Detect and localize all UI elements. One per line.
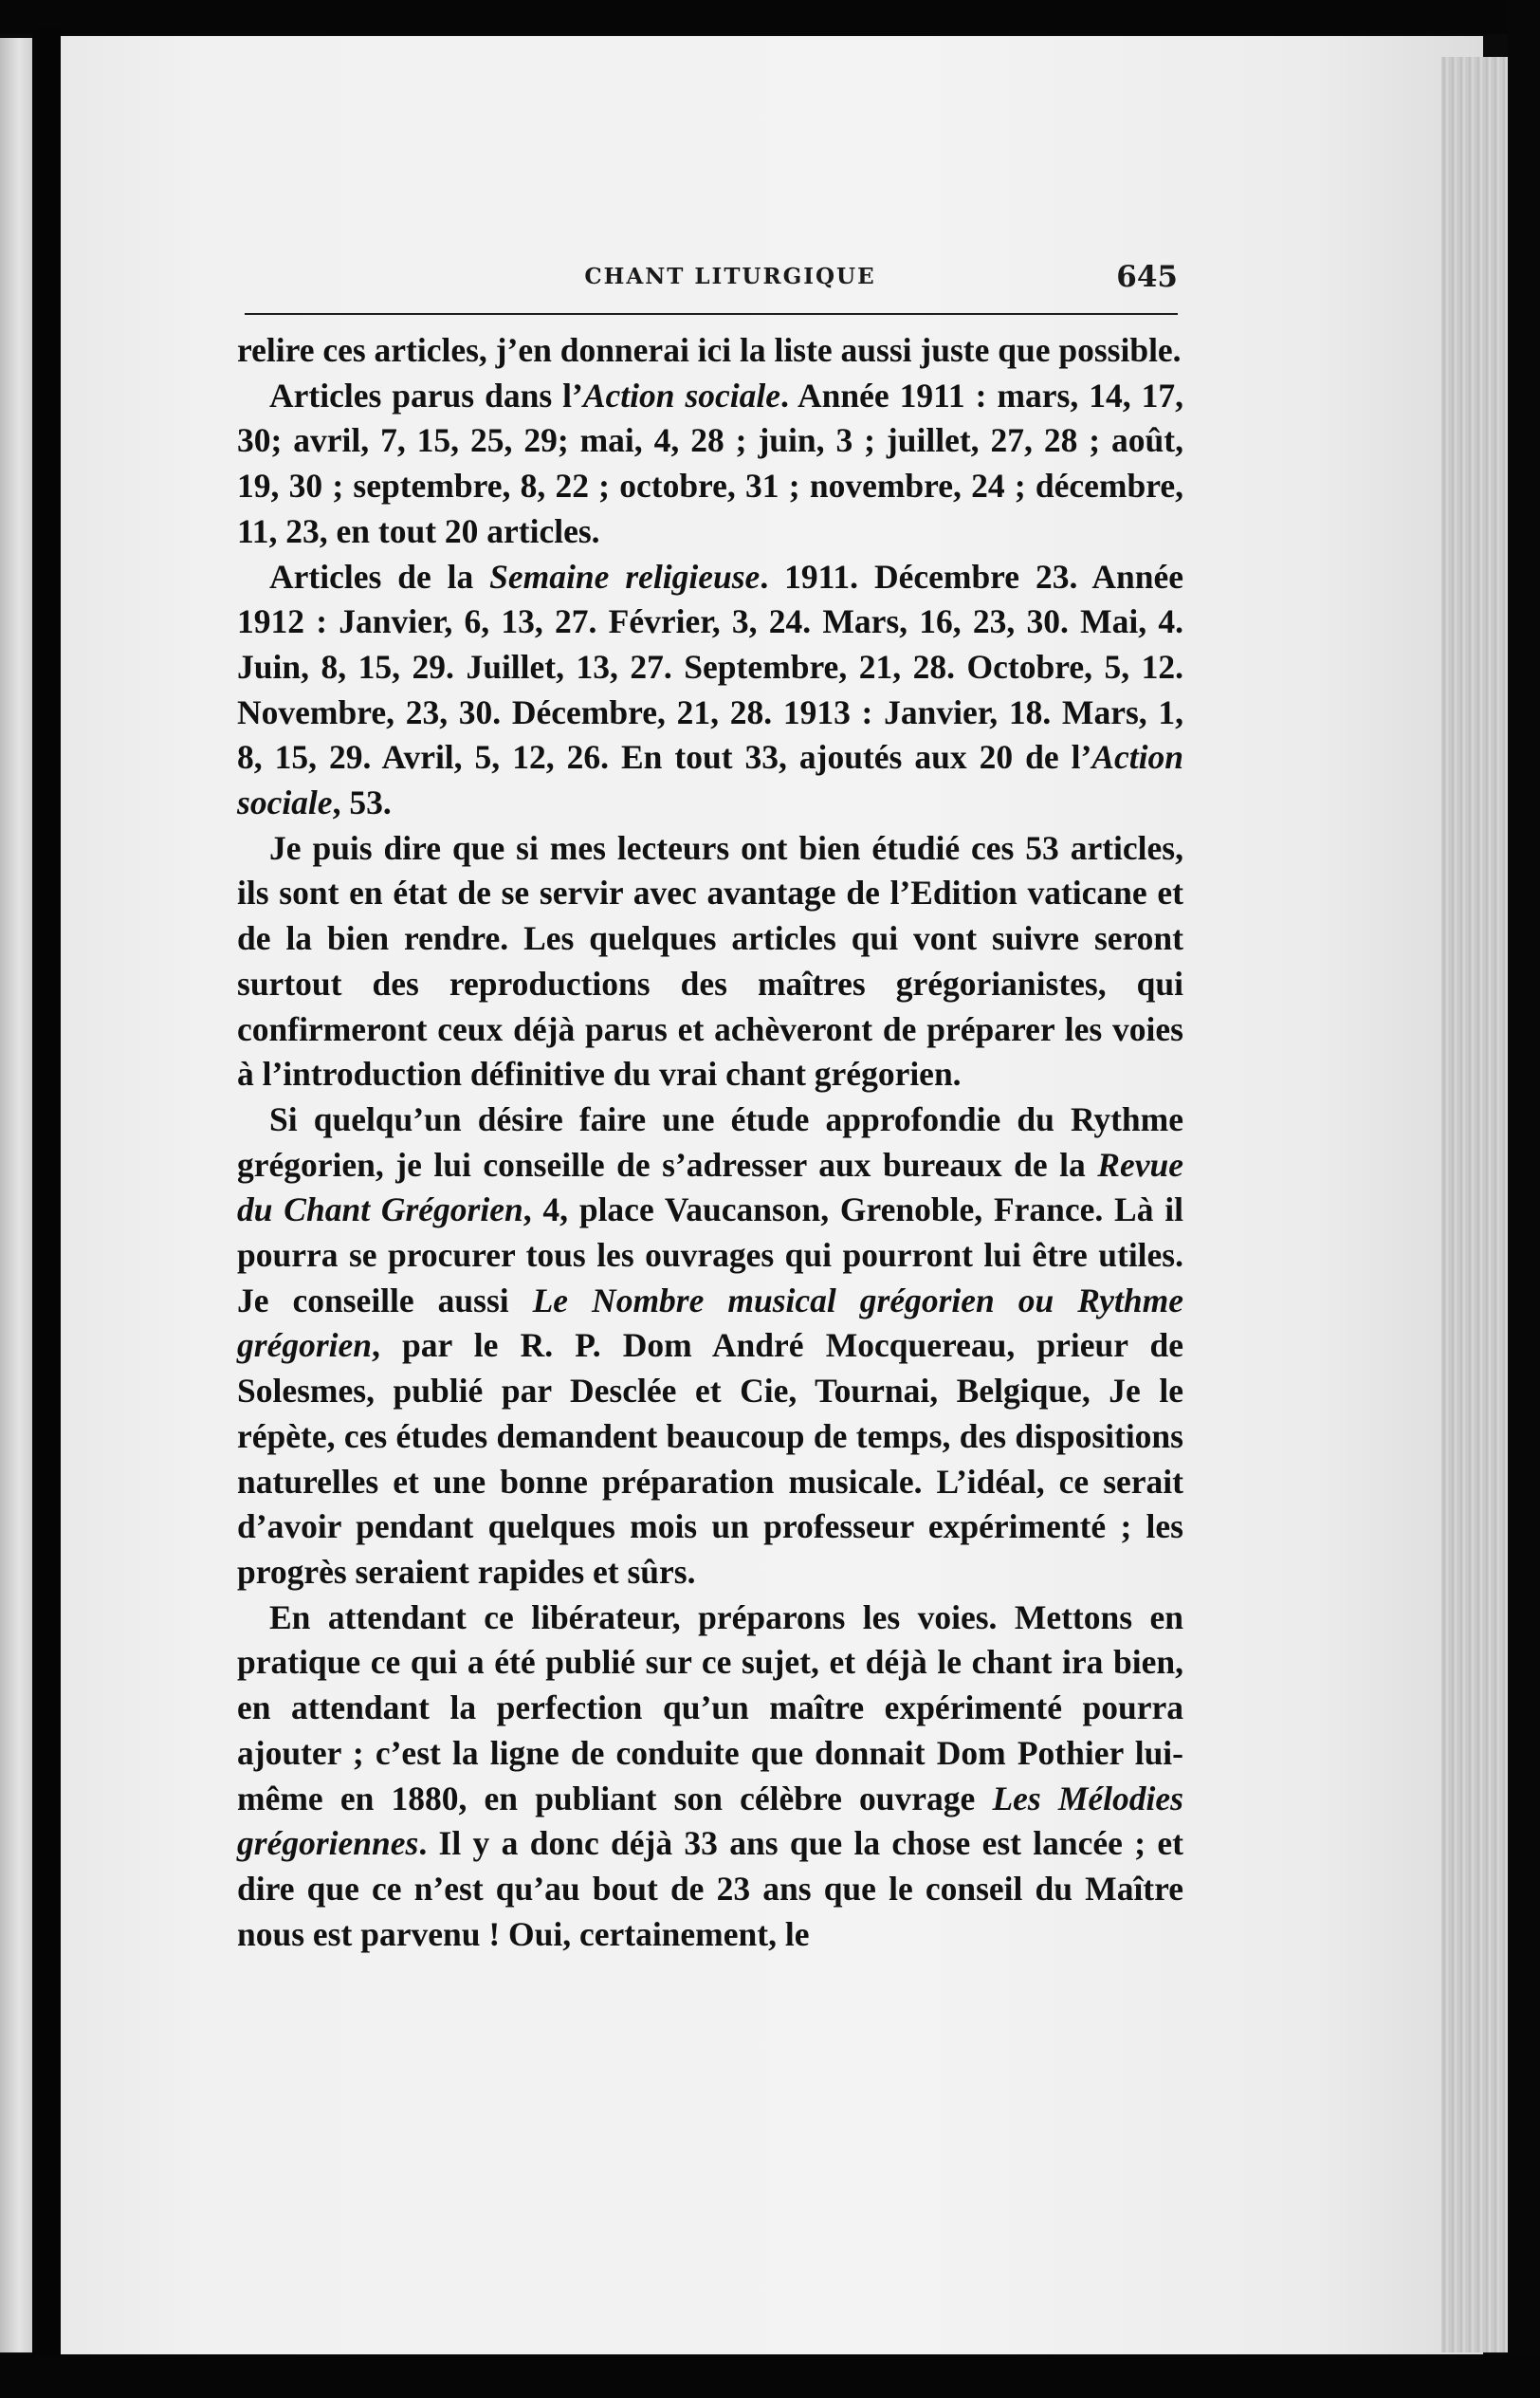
book-gutter bbox=[32, 28, 61, 2371]
body-text bbox=[237, 328, 1183, 1957]
running-head: CHANT LITURGIQUE bbox=[584, 264, 876, 289]
paragraph bbox=[237, 1098, 1183, 1596]
italic-title: Revue du Chant Grégorien bbox=[237, 1145, 1183, 1229]
text-segment: Si quelqu’un désire faire une étude approfondie du Rythme grégorien, je lui conseille de s’adresser aux bureaux de la bbox=[237, 1099, 1183, 1184]
text-segment: Articles de la bbox=[269, 557, 490, 596]
italic-title: Semaine religieuse bbox=[489, 557, 761, 596]
page-number: 645 bbox=[1116, 260, 1178, 294]
text-segment: , par le R. P. Dom André Mocquereau, prieur de Solesmes, publié par Desclée et Cie, Tournai, Belgique, Je le répète, ces études demandent beaucoup de temps, des dispositions naturelles et une bonne préparation musicale. L’idéal, ce serait d’avoir pendant quelques mois un professeur expérimenté ; les progrès seraient rapides et sûrs. bbox=[237, 1326, 1183, 1591]
page-header bbox=[245, 260, 1178, 305]
paragraph bbox=[237, 328, 1183, 374]
text-segment: . 1911. Décembre 23. Année 1912 : Janvier, 6, 13, 27. Février, 3, 24. Mars, 16, 23, 30. Mai, 4. Juin, 8, 15, 29. Juillet, 13, 27. Septembre, 21, 28. Octobre, 5, 12. Novembre, 23, 30. Décembre, 21, 28. 1913 : Janvier, 18. Mars, 1, 8, 15, 29. Avril, 5, 12, 26. En tout 33, ajoutés aux 20 de l’ bbox=[237, 557, 1183, 777]
paragraph bbox=[237, 1596, 1183, 1958]
text-segment: , 4, place Vaucanson, Grenoble, France. Là il pourra se procurer tous les ouvrages qui pourront lui être utiles. Je conseille aussi bbox=[237, 1190, 1183, 1319]
paragraph bbox=[237, 826, 1183, 1098]
text-segment: Articles parus dans l’ bbox=[269, 376, 583, 415]
italic-title: Le Nombre musical grégorien ou Rythme grégorien bbox=[237, 1281, 1183, 1365]
italic-title: Les Mélodies grégoriennes bbox=[237, 1779, 1183, 1863]
text-segment: relire ces articles, j’en donnerai ici la liste aussi juste que possible. bbox=[237, 331, 1182, 369]
text-segment: . Il y a donc déjà 33 ans que la chose est lancée ; et dire que ce n’est qu’au bout de 23 ans que le conseil du Maître nous est parvenu ! Oui, certainement, le bbox=[237, 1824, 1183, 1953]
paragraph bbox=[237, 374, 1183, 555]
paragraph bbox=[237, 555, 1183, 826]
text-segment: . Année 1911 : mars, 14, 17, 30; avril, 7, 15, 25, 29; mai, 4, 28 ; juin, 3 ; juillet, 27, 28 ; août, 19, 30 ; septembre, 8, 22 ; octobre, 31 ; novembre, 24 ; décembre, 11, 23, en tout 20 articles. bbox=[237, 376, 1183, 550]
text-segment: , 53. bbox=[332, 784, 392, 822]
italic-title: Action sociale bbox=[582, 376, 781, 415]
scan-bottom-border bbox=[0, 2354, 1540, 2398]
page-stack-edge bbox=[1441, 57, 1508, 2352]
facing-page-edge bbox=[0, 38, 32, 2352]
scan-right-border bbox=[1508, 0, 1540, 2398]
text-segment: Je puis dire que si mes lecteurs ont bien étudié ces 53 articles, ils sont en état de se servir avec avantage de l’Edition vaticane et de la bien rendre. Les quelques articles qui vont suivre seront surtout des reproductions des maîtres grégorianistes, qui confirmeront ceux déjà parus et achèveront de préparer les voies à l’introduction définitive du vrai chant grégorien. bbox=[237, 828, 1183, 1094]
italic-title: Action sociale bbox=[237, 738, 1183, 822]
scan-top-border bbox=[0, 0, 1540, 34]
header-rule bbox=[245, 313, 1178, 315]
text-segment: En attendant ce libérateur, préparons les voies. Mettons en pratique ce qui a été publié sur ce sujet, et déjà le chant ira bien, en attendant la perfection qu’un maître expérimenté pourra ajouter ; c’est la ligne de conduite que donnait Dom Pothier lui-même en 1880, en publiant son célèbre ouvrage bbox=[237, 1597, 1183, 1817]
